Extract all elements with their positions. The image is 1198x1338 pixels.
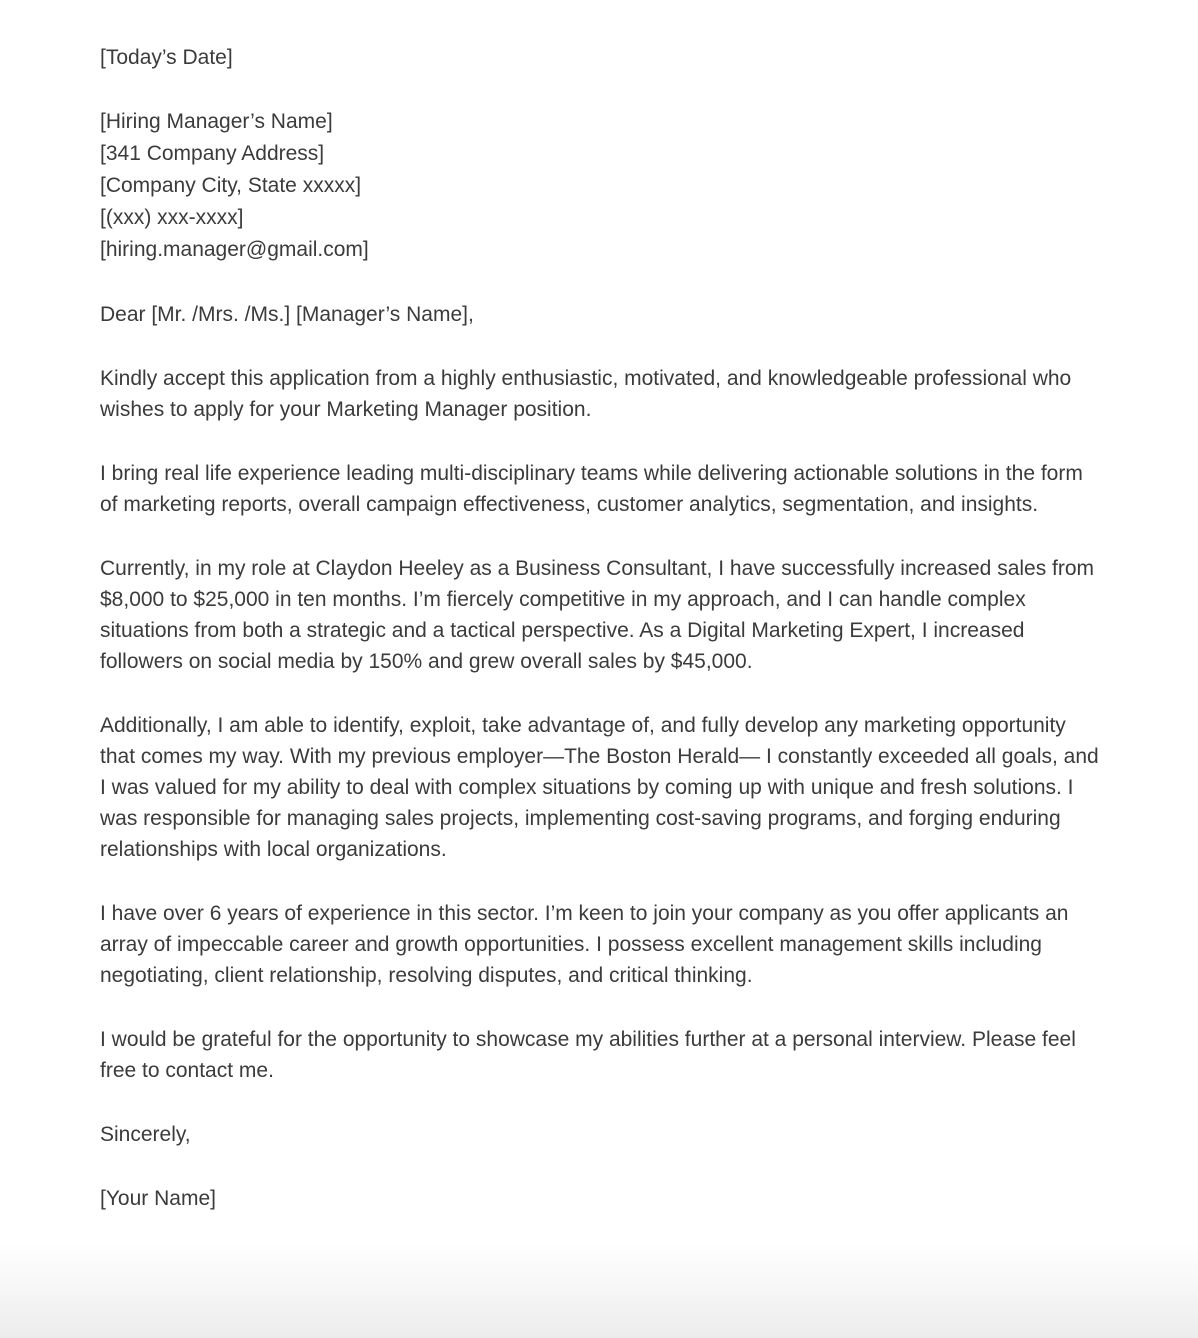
- paragraph-introduction: Kindly accept this application from a highly enthusiastic, motivated, and knowledgeable professional who wishes to apply for your Marketing Manager position.: [100, 367, 1072, 421]
- paragraph-current-role: Currently, in my role at Claydon Heeley as a Business Consultant, I have successfully increased sales from $8,000 to $25,000 in ten months. I’m fiercely competitive in my approach, and I can handle complex situations from both a strategic and a tactical perspective. As a Digital Marketing Expert, I increased followers on social media by 150% and grew overall sales by $45,000.: [100, 557, 1095, 673]
- recipient-email-placeholder: [hiring.manager@gmail.com]: [100, 238, 369, 261]
- recipient-city-state-placeholder: [Company City, State xxxxx]: [100, 174, 362, 197]
- paragraph-previous-employer: Additionally, I am able to identify, exploit, take advantage of, and fully develop any marketing opportunity that comes my way. With my previous employer—The Boston Herald— I constantly exceeded all goals, and I was valued for my ability to deal with complex situations by coming up with unique and fresh solutions. I was responsible for managing sales projects, implementing cost-saving programs, and forging enduring relationships with local organizations.: [100, 714, 1099, 861]
- recipient-street-placeholder: [341 Company Address]: [100, 142, 325, 165]
- recipient-name-placeholder: [Hiring Manager’s Name]: [100, 110, 333, 133]
- recipient-phone-placeholder: [(xxx) xxx-xxxx]: [100, 206, 244, 229]
- signature-placeholder: [Your Name]: [100, 1187, 216, 1210]
- cover-letter: [100, 42, 1100, 1214]
- recipient-address-block: [100, 106, 1100, 266]
- closing-line: Sincerely,: [100, 1123, 191, 1146]
- paragraph-skills: I have over 6 years of experience in this sector. I’m keen to join your company as you offer applicants an array of impeccable career and growth opportunities. I possess excellent management skills including negotiating, client relationship, resolving disputes, and critical thinking.: [100, 902, 1069, 987]
- date-placeholder: [Today’s Date]: [100, 46, 233, 69]
- paragraph-call-to-action: I would be grateful for the opportunity to showcase my abilities further at a personal interview. Please feel free to contact me.: [100, 1028, 1076, 1082]
- paragraph-experience-summary: I bring real life experience leading multi-disciplinary teams while delivering actionable solutions in the form of marketing reports, overall campaign effectiveness, customer analytics, segmentation, and insights.: [100, 462, 1083, 516]
- salutation-line: Dear [Mr. /Mrs. /Ms.] [Manager’s Name],: [100, 303, 474, 326]
